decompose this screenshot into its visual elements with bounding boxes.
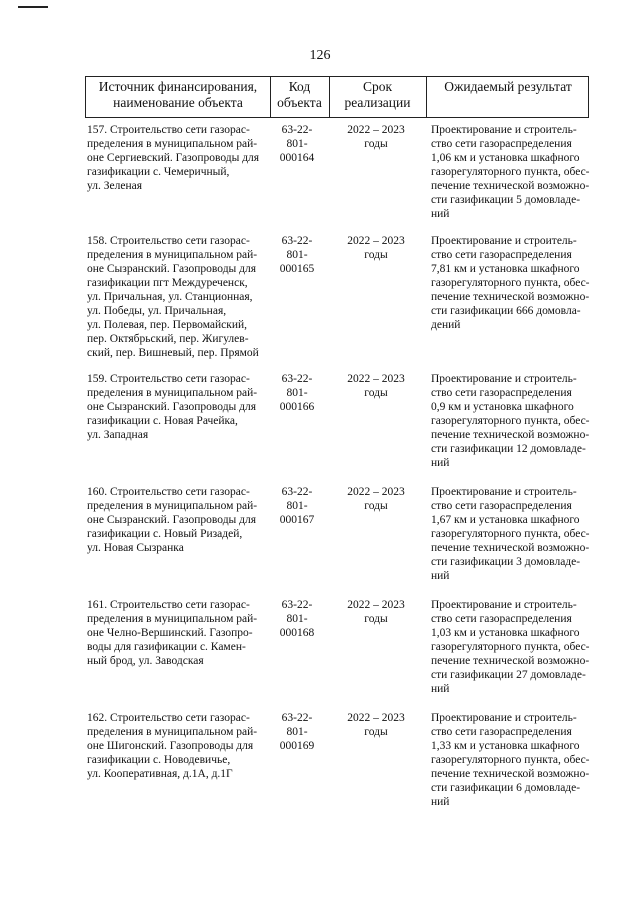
text-line: печение технической возможно- <box>431 180 590 192</box>
text-line: годы <box>364 387 388 399</box>
text-line: 63-22- <box>281 235 313 247</box>
text-line: реализации <box>344 95 411 110</box>
text-line: 801- <box>286 500 308 512</box>
object-code <box>272 123 322 165</box>
header-code <box>270 79 329 111</box>
text-line: пределения в муниципальном рай- <box>87 138 258 150</box>
text-line: ство сети газораспределения <box>431 500 572 512</box>
text-line: ул. Зеленая <box>87 180 142 192</box>
text-line: годы <box>364 613 388 625</box>
text-line: воды для газификации с. Камен- <box>87 641 246 653</box>
text-line: 158. Строительство сети газорас- <box>87 235 250 247</box>
text-line: 801- <box>286 726 308 738</box>
text-line: 801- <box>286 613 308 625</box>
text-line: печение технической возможно- <box>431 655 590 667</box>
text-line: оне Сергиевский. Газопроводы для <box>87 152 260 164</box>
text-line: 000165 <box>279 263 315 275</box>
implementation-term <box>334 372 418 400</box>
text-line: ул. Западная <box>87 429 149 441</box>
financing-table <box>85 76 590 808</box>
text-line: Источник финансирования, <box>98 79 258 94</box>
text-line: ул. Полевая, пер. Первомайский, <box>87 319 248 331</box>
text-line: пределения в муниципальном рай- <box>87 613 258 625</box>
expected-result <box>431 123 591 221</box>
text-line: годы <box>364 249 388 261</box>
expected-result <box>431 711 591 809</box>
text-line: ный брод, ул. Заводская <box>87 655 204 667</box>
text-line: оне Сызранский. Газопроводы для <box>87 514 257 526</box>
text-line: ул. Причальная, ул. Станционная, <box>87 291 253 303</box>
text-line: газификации с. Чемеричный, <box>87 166 230 178</box>
text-line: печение технической возможно- <box>431 768 590 780</box>
text-line: Проектирование и строитель- <box>431 235 577 247</box>
text-line: пределения в муниципальном рай- <box>87 249 258 261</box>
expected-result <box>431 372 591 470</box>
text-line: печение технической возможно- <box>431 542 590 554</box>
text-line: сти газификации 666 домовла- <box>431 305 581 317</box>
text-line: печение технической возможно- <box>431 291 590 303</box>
text-line: ний <box>431 208 450 220</box>
text-line: Ожидаемый результат <box>444 79 572 94</box>
text-line: ский, пер. Вишневый, пер. Прямой <box>87 347 259 359</box>
implementation-term <box>334 598 418 626</box>
text-line: Проектирование и строитель- <box>431 486 577 498</box>
implementation-term <box>334 234 418 262</box>
text-line: 000164 <box>279 152 315 164</box>
text-line: сти газификации 6 домовладе- <box>431 782 581 794</box>
text-line: 000166 <box>279 401 315 413</box>
text-line: 000168 <box>279 627 315 639</box>
text-line: ний <box>431 457 450 469</box>
text-line: дений <box>431 319 461 331</box>
text-line: оне Сызранский. Газопроводы для <box>87 263 257 275</box>
text-line: Проектирование и строитель- <box>431 124 577 136</box>
text-line: 801- <box>286 249 308 261</box>
object-code <box>272 234 322 276</box>
text-line: оне Челно-Вершинский. Газопро- <box>87 627 253 639</box>
text-line: 63-22- <box>281 124 313 136</box>
text-line: пределения в муниципальном рай- <box>87 726 258 738</box>
text-line: 801- <box>286 138 308 150</box>
text-line: 1,03 км и установка шкафного <box>431 627 580 639</box>
text-line: пределения в муниципальном рай- <box>87 387 258 399</box>
text-line: газорегуляторного пункта, обес- <box>431 166 590 178</box>
text-line: ний <box>431 683 450 695</box>
text-line: 801- <box>286 387 308 399</box>
text-line: ство сети газораспределения <box>431 387 572 399</box>
text-line: 161. Строительство сети газорас- <box>87 599 250 611</box>
text-line: годы <box>364 500 388 512</box>
text-line: Проектирование и строитель- <box>431 373 577 385</box>
text-line: ул. Новая Сызранка <box>87 542 184 554</box>
text-line: Код <box>288 79 311 94</box>
text-line: оне Сызранский. Газопроводы для <box>87 401 257 413</box>
text-line: 7,81 км и установка шкафного <box>431 263 580 275</box>
header-result <box>426 79 590 95</box>
text-line: 2022 – 2023 <box>347 124 405 136</box>
implementation-term <box>334 711 418 739</box>
text-line: ул. Кооперативная, д.1А, д.1Г <box>87 768 233 780</box>
text-line: 162. Строительство сети газорас- <box>87 712 250 724</box>
table-header <box>85 76 589 118</box>
text-line: пределения в муниципальном рай- <box>87 500 258 512</box>
text-line: 1,06 км и установка шкафного <box>431 152 580 164</box>
text-line: ство сети газораспределения <box>431 726 572 738</box>
text-line: газификации с. Новодевичье, <box>87 754 231 766</box>
text-line: оне Шигонский. Газопроводы для <box>87 740 254 752</box>
expected-result <box>431 485 591 583</box>
header-term <box>329 79 426 111</box>
object-code <box>272 711 322 753</box>
object-name <box>87 234 265 360</box>
text-line: 63-22- <box>281 373 313 385</box>
text-line: сти газификации 27 домовладе- <box>431 669 586 681</box>
implementation-term <box>334 123 418 151</box>
text-line: 000167 <box>279 514 315 526</box>
text-line: сти газификации 3 домовладе- <box>431 556 581 568</box>
text-line: наименование объекта <box>113 95 243 110</box>
text-line: 157. Строительство сети газорас- <box>87 124 250 136</box>
text-line: Проектирование и строитель- <box>431 599 577 611</box>
text-line: ний <box>431 570 450 582</box>
text-line: сти газификации 12 домовладе- <box>431 443 586 455</box>
text-line: годы <box>364 138 388 150</box>
text-line: 2022 – 2023 <box>347 235 405 247</box>
implementation-term <box>334 485 418 513</box>
text-line: ул. Победы, ул. Причальная, <box>87 305 227 317</box>
header-source <box>86 79 270 111</box>
expected-result <box>431 598 591 696</box>
text-line: печение технической возможно- <box>431 429 590 441</box>
text-line: газорегуляторного пункта, обес- <box>431 641 590 653</box>
object-code <box>272 485 322 527</box>
text-line: газификации пгт Междуреченск, <box>87 277 248 289</box>
text-line: газификации с. Новый Ризадей, <box>87 528 243 540</box>
object-name <box>87 123 265 193</box>
text-line: газорегуляторного пункта, обес- <box>431 754 590 766</box>
text-line: 63-22- <box>281 599 313 611</box>
text-line: ство сети газораспределения <box>431 613 572 625</box>
object-code <box>272 372 322 414</box>
page-number: 126 <box>309 48 331 63</box>
text-line: газорегуляторного пункта, обес- <box>431 277 590 289</box>
text-line: ний <box>431 796 450 808</box>
text-line: 2022 – 2023 <box>347 486 405 498</box>
text-line: 63-22- <box>281 486 313 498</box>
text-line: 1,33 км и установка шкафного <box>431 740 580 752</box>
text-line: объекта <box>277 95 322 110</box>
object-name <box>87 372 265 442</box>
text-line: 2022 – 2023 <box>347 373 405 385</box>
text-line: ство сети газораспределения <box>431 249 572 261</box>
text-line: 0,9 км и установка шкафного <box>431 401 574 413</box>
text-line: 2022 – 2023 <box>347 599 405 611</box>
text-line: газификации с. Новая Рачейка, <box>87 415 238 427</box>
text-line: пер. Октябрьский, пер. Жигулев- <box>87 333 249 345</box>
text-line: 2022 – 2023 <box>347 712 405 724</box>
scan-mark <box>18 6 48 8</box>
text-line: годы <box>364 726 388 738</box>
object-name <box>87 598 265 668</box>
text-line: Проектирование и строитель- <box>431 712 577 724</box>
object-name <box>87 485 265 555</box>
text-line: Срок <box>362 79 393 94</box>
text-line: 63-22- <box>281 712 313 724</box>
object-code <box>272 598 322 640</box>
text-line: 000169 <box>279 740 315 752</box>
text-line: сти газификации 5 домовладе- <box>431 194 581 206</box>
text-line: ство сети газораспределения <box>431 138 572 150</box>
text-line: газорегуляторного пункта, обес- <box>431 528 590 540</box>
object-name <box>87 711 265 781</box>
text-line: газорегуляторного пункта, обес- <box>431 415 590 427</box>
text-line: 1,67 км и установка шкафного <box>431 514 580 526</box>
text-line: 159. Строительство сети газорас- <box>87 373 250 385</box>
expected-result <box>431 234 591 332</box>
text-line: 160. Строительство сети газорас- <box>87 486 250 498</box>
